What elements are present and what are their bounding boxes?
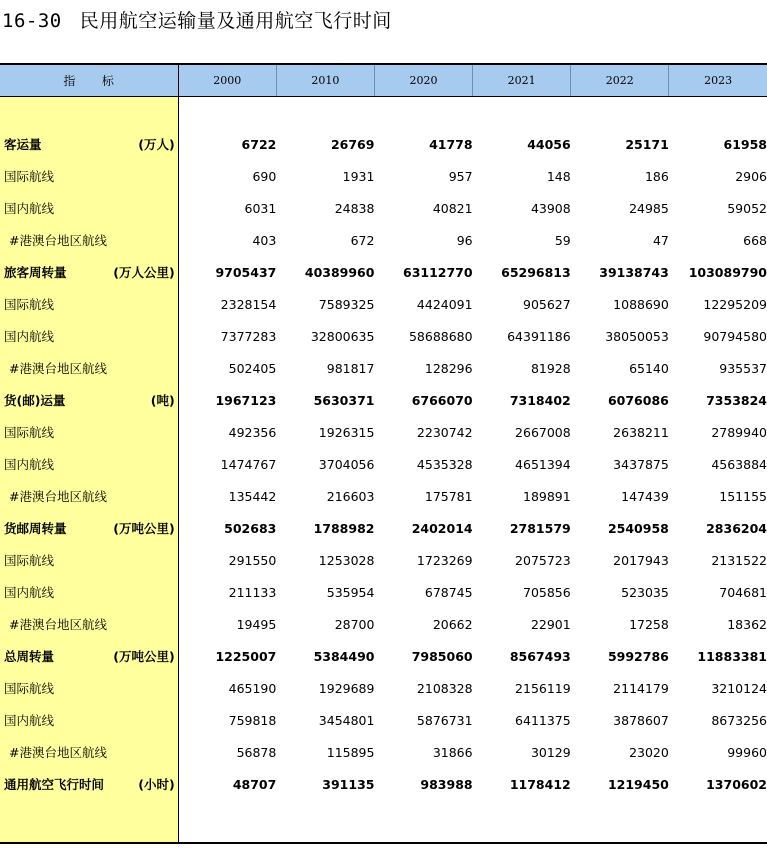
value-cell: 535954 [326, 584, 375, 600]
table-title-text: 民用航空运输量及通用航空飞行时间 [79, 10, 392, 32]
value-cell: 58688680 [408, 328, 473, 344]
table-row [0, 736, 767, 768]
value-cell: 11883381 [697, 648, 767, 664]
value-cell: 8673256 [711, 712, 767, 728]
value-cell: 7377283 [220, 328, 277, 344]
row-unit: (万吨公里) [113, 521, 175, 536]
value-cell: 2230742 [416, 424, 473, 440]
indicator-header-char-1: 指 [63, 74, 76, 88]
year-header: 2020 [374, 64, 472, 97]
value-cell: 7353824 [706, 392, 767, 408]
value-cell: 4424091 [416, 296, 473, 312]
row-unit: (吨) [150, 393, 175, 408]
value-cell: 2638211 [613, 424, 669, 440]
table-row [0, 544, 767, 576]
value-cell: 3878607 [613, 712, 669, 728]
row-label-cell [0, 160, 178, 192]
value-cell: 65140 [629, 360, 669, 376]
row-label-cell [0, 224, 178, 256]
value-cell: 1253028 [318, 552, 375, 568]
value-cell: 147439 [621, 488, 669, 504]
value-cell: 81928 [530, 360, 571, 376]
value-cell: 523035 [621, 584, 669, 600]
year-header: 2000 [178, 64, 276, 97]
value-cell: 9705437 [215, 264, 277, 280]
value-cell: 5992786 [607, 648, 669, 664]
row-label: 国际航线 [4, 681, 55, 696]
year-header: 2021 [473, 64, 571, 97]
table-row [0, 480, 767, 512]
value-cell: 6076086 [607, 392, 669, 408]
value-cell: 4563884 [711, 456, 767, 472]
value-cell: 2402014 [411, 520, 473, 536]
value-cell: 3704056 [318, 456, 375, 472]
value-cell: 1788982 [313, 520, 375, 536]
table-row [0, 160, 767, 192]
value-cell: 1723269 [416, 552, 473, 568]
row-label-cell [0, 768, 178, 800]
row-label: #港澳台地区航线 [9, 617, 107, 632]
value-cell: 2017943 [613, 552, 669, 568]
table-row [0, 384, 767, 416]
row-label: 国内航线 [4, 201, 55, 216]
page-title [2, 6, 392, 33]
row-label-cell [0, 480, 178, 512]
value-cell: 175781 [424, 488, 473, 504]
value-cell: 99960 [727, 744, 767, 760]
year-header: 2023 [669, 64, 767, 97]
value-cell: 7589325 [318, 296, 375, 312]
value-cell: 24985 [629, 200, 669, 216]
value-cell: 981817 [326, 360, 375, 376]
row-label-cell [0, 256, 178, 288]
value-cell: 59052 [727, 200, 767, 216]
value-cell: 2781579 [509, 520, 571, 536]
value-cell: 690 [252, 168, 277, 184]
value-cell: 1929689 [318, 680, 375, 696]
statistics-table [0, 63, 767, 844]
value-cell: 2328154 [220, 296, 277, 312]
value-cell: 5384490 [313, 648, 375, 664]
value-cell: 704681 [719, 584, 767, 600]
table-row [0, 192, 767, 224]
value-cell: 65296813 [501, 264, 571, 280]
table-row [0, 352, 767, 384]
value-cell: 216603 [326, 488, 375, 504]
row-unit: (小时) [138, 777, 175, 792]
table-row [0, 608, 767, 640]
bottom-padding-row [0, 800, 767, 843]
value-cell: 4535328 [416, 456, 473, 472]
value-cell: 1474767 [220, 456, 277, 472]
value-cell: 465190 [228, 680, 277, 696]
value-cell: 25171 [625, 136, 669, 152]
row-label-cell [0, 352, 178, 384]
table-row [0, 320, 767, 352]
value-cell: 2789940 [711, 424, 767, 440]
row-label: 国际航线 [4, 297, 55, 312]
value-cell: 1967123 [215, 392, 277, 408]
table-row [0, 672, 767, 704]
indicator-header [0, 64, 178, 97]
value-cell: 391135 [322, 776, 375, 792]
value-cell: 2114179 [613, 680, 669, 696]
row-label: 国际航线 [4, 553, 55, 568]
row-label: #港澳台地区航线 [9, 489, 107, 504]
table-row [0, 768, 767, 800]
value-cell: 2540958 [607, 520, 669, 536]
row-unit: (万吨公里) [113, 649, 175, 664]
value-cell: 4651394 [515, 456, 571, 472]
value-cell: 186 [644, 168, 669, 184]
value-cell: 2131522 [711, 552, 767, 568]
value-cell: 1370602 [706, 776, 767, 792]
row-label-cell [0, 672, 178, 704]
row-label: 国内航线 [4, 329, 55, 344]
table-row [0, 576, 767, 608]
spacer-row [0, 97, 767, 129]
value-cell: 103089790 [688, 264, 767, 280]
table-row [0, 224, 767, 256]
label-cell [0, 97, 178, 129]
value-cell: 39138743 [599, 264, 669, 280]
value-cell: 18362 [727, 616, 767, 632]
value-cell: 64391186 [507, 328, 571, 344]
value-cell: 28700 [334, 616, 375, 632]
value-cell: 502683 [224, 520, 277, 536]
value-cell: 1225007 [215, 648, 277, 664]
year-header: 2022 [571, 64, 669, 97]
value-cell: 43908 [530, 200, 571, 216]
value-cell: 672 [350, 232, 375, 248]
row-label: 客运量 [4, 137, 42, 152]
value-cell: 26769 [330, 136, 375, 152]
row-unit: (万人) [138, 137, 175, 152]
value-cell: 38050053 [605, 328, 669, 344]
value-cell: 7985060 [411, 648, 473, 664]
row-label: 通用航空飞行时间 [4, 777, 105, 792]
value-cell: 44056 [527, 136, 571, 152]
value-cell: 759818 [228, 712, 277, 728]
value-cell: 2836204 [706, 520, 767, 536]
row-label: 国内航线 [4, 713, 55, 728]
table-row [0, 128, 767, 160]
value-cell: 935537 [719, 360, 767, 376]
table-row [0, 640, 767, 672]
value-cell: 957 [448, 168, 473, 184]
value-cell: 148 [546, 168, 571, 184]
row-label-cell [0, 192, 178, 224]
value-cell: 151155 [719, 488, 767, 504]
value-cell: 2667008 [515, 424, 571, 440]
table-row [0, 448, 767, 480]
value-cell: 6031 [244, 200, 277, 216]
value-cell: 3437875 [613, 456, 669, 472]
header-row [0, 64, 767, 97]
value-cell: 905627 [523, 296, 571, 312]
row-label: 旅客周转量 [4, 265, 67, 280]
value-cell: 40389960 [304, 264, 375, 280]
value-cell: 31866 [432, 744, 473, 760]
value-cell: 30129 [530, 744, 571, 760]
value-cell: 96 [456, 232, 473, 248]
row-label: #港澳台地区航线 [9, 361, 107, 376]
value-cell: 678745 [424, 584, 473, 600]
value-cell: 61958 [723, 136, 767, 152]
row-label-cell [0, 608, 178, 640]
value-cell: 5630371 [313, 392, 375, 408]
value-cell: 135442 [228, 488, 277, 504]
value-cell: 40821 [432, 200, 473, 216]
table-row [0, 288, 767, 320]
row-label-cell [0, 384, 178, 416]
value-cell: 32800635 [310, 328, 375, 344]
value-cell: 189891 [523, 488, 571, 504]
value-cell: 24838 [334, 200, 375, 216]
value-cell: 8567493 [509, 648, 571, 664]
value-cell: 23020 [629, 744, 669, 760]
row-label-cell [0, 544, 178, 576]
value-cell: 6722 [241, 136, 277, 152]
table-row [0, 704, 767, 736]
value-cell: 48707 [232, 776, 277, 792]
value-cell: 3454801 [318, 712, 375, 728]
table-number: 16-30 [2, 10, 62, 32]
value-cell: 1926315 [318, 424, 375, 440]
value-cell: 705856 [523, 584, 571, 600]
row-label: 货邮周转量 [4, 521, 67, 536]
value-cell: 56878 [236, 744, 277, 760]
row-label-cell [0, 640, 178, 672]
value-cell: 19495 [236, 616, 277, 632]
value-cell: 5876731 [416, 712, 473, 728]
value-cell: 502405 [228, 360, 277, 376]
value-cell: 20662 [432, 616, 473, 632]
value-cell: 59 [554, 232, 571, 248]
row-label-cell [0, 128, 178, 160]
row-label: #港澳台地区航线 [9, 745, 107, 760]
value-cell: 492356 [228, 424, 277, 440]
table-body [0, 97, 767, 844]
value-cell: 41778 [429, 136, 473, 152]
row-label-cell [0, 704, 178, 736]
value-cell: 12295209 [703, 296, 767, 312]
row-unit: (万人公里) [113, 265, 175, 280]
row-label-cell [0, 448, 178, 480]
row-label: 总周转量 [4, 649, 55, 664]
row-label: #港澳台地区航线 [9, 233, 107, 248]
row-label-cell [0, 416, 178, 448]
row-label: 国际航线 [4, 425, 55, 440]
value-cell: 983988 [420, 776, 473, 792]
value-cell: 668 [743, 232, 767, 248]
value-cell: 1178412 [509, 776, 571, 792]
value-cell: 90794580 [703, 328, 767, 344]
value-cell: 47 [652, 232, 669, 248]
row-label: 货(邮)运量 [4, 393, 66, 408]
value-cell: 115895 [326, 744, 375, 760]
row-label-cell [0, 320, 178, 352]
row-label-cell [0, 512, 178, 544]
value-cell: 6766070 [411, 392, 473, 408]
value-cell: 2108328 [416, 680, 473, 696]
table-row [0, 256, 767, 288]
indicator-header-char-2: 标 [101, 74, 115, 88]
value-cell: 3210124 [711, 680, 767, 696]
value-cell: 1088690 [613, 296, 669, 312]
value-cell: 2156119 [515, 680, 571, 696]
value-cell: 291550 [228, 552, 277, 568]
row-label-cell [0, 736, 178, 768]
row-label: 国内航线 [4, 585, 55, 600]
table-row [0, 512, 767, 544]
table-row [0, 416, 767, 448]
value-cell: 63112770 [403, 264, 473, 280]
value-cell: 7318402 [509, 392, 571, 408]
value-cell: 17258 [629, 616, 669, 632]
value-cell: 1219450 [607, 776, 669, 792]
row-label: 国内航线 [4, 457, 55, 472]
value-cell: 403 [252, 232, 277, 248]
row-label: 国际航线 [4, 169, 55, 184]
value-cell: 211133 [228, 584, 277, 600]
row-label-cell [0, 288, 178, 320]
value-cell: 6411375 [515, 712, 571, 728]
value-cell: 2906 [735, 168, 767, 184]
row-label-cell [0, 576, 178, 608]
value-cell: 1931 [342, 168, 375, 184]
year-header: 2010 [276, 64, 374, 97]
value-cell: 128296 [424, 360, 473, 376]
value-cell: 22901 [530, 616, 571, 632]
value-cell: 2075723 [515, 552, 571, 568]
